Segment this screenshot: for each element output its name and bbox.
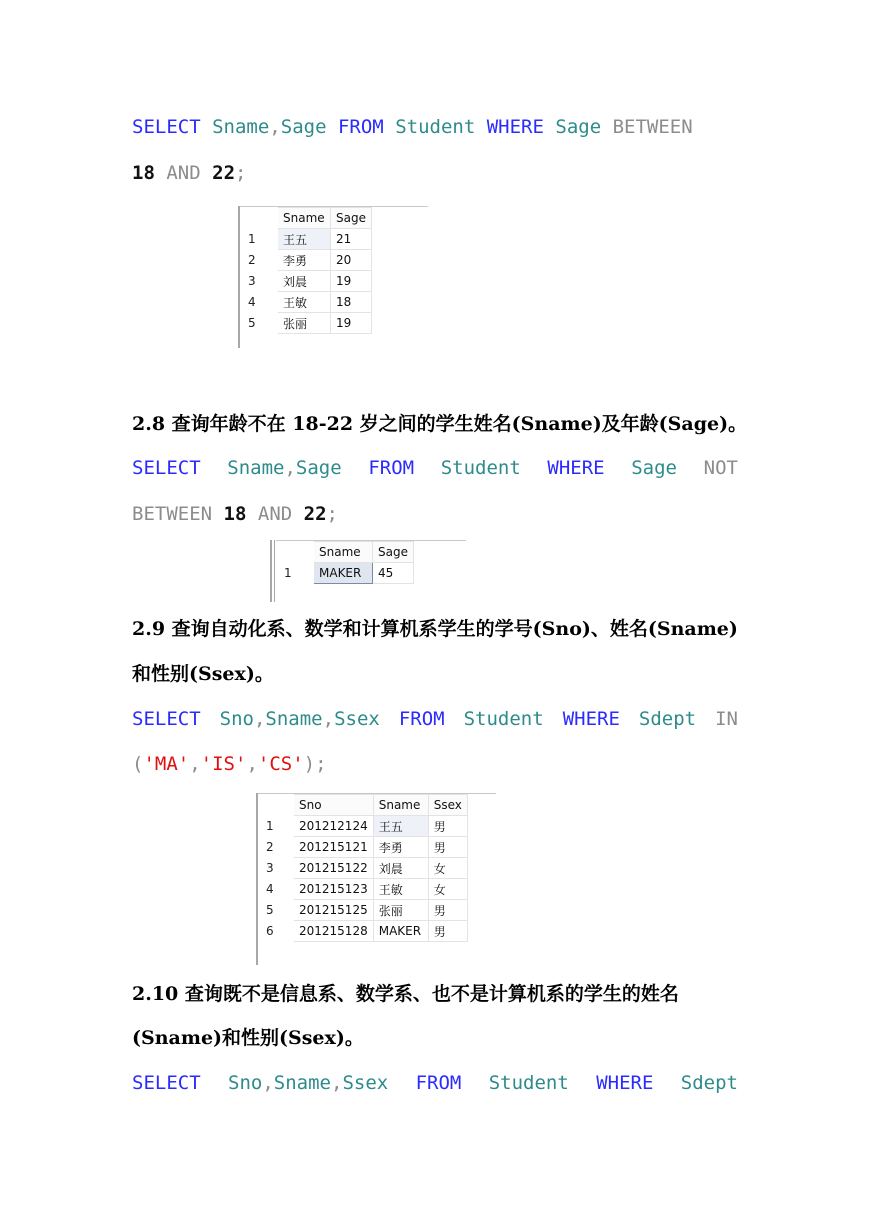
row-number-header (243, 208, 278, 229)
sql-block1-line2 (132, 162, 738, 184)
sql-identifier: Sname (265, 708, 323, 730)
table-row[interactable] (243, 250, 372, 271)
table-cell[interactable]: MAKER (373, 921, 428, 942)
sql-keyword: WHERE (562, 708, 620, 730)
table-cell[interactable]: 45 (373, 563, 414, 584)
grid-left-border (238, 206, 240, 348)
section-heading-2-10-cont: (Sname)和性别(Ssex)。 (132, 1027, 364, 1049)
table-row[interactable] (261, 837, 468, 858)
table-cell[interactable]: 女 (428, 858, 467, 879)
table-row[interactable] (261, 858, 468, 879)
row-number: 4 (266, 882, 274, 896)
sql-block3-line1 (132, 708, 738, 730)
table-cell[interactable]: 19 (331, 313, 372, 334)
sql-keyword: BETWEEN (132, 503, 213, 525)
table-cell[interactable]: 201215121 (294, 837, 374, 858)
sql-block2-line2 (132, 503, 738, 525)
row-number: 1 (266, 819, 274, 833)
table-row[interactable] (261, 921, 468, 942)
sql-number: 22 (303, 503, 327, 525)
table-cell[interactable]: 王敏 (373, 879, 428, 900)
result-grid-2 (270, 540, 466, 602)
table-cell[interactable]: 张丽 (373, 900, 428, 921)
sql-comma: , (189, 753, 201, 775)
sql-keyword: AND (166, 162, 201, 184)
sql-column-list (227, 457, 341, 479)
sql-block4-line1 (132, 1072, 738, 1094)
row-number: 2 (266, 840, 274, 854)
table-row[interactable] (279, 563, 414, 584)
column-header[interactable]: Sname (278, 208, 331, 229)
sql-identifier: Student (440, 457, 521, 479)
sql-keyword: FROM (368, 457, 415, 479)
column-header[interactable]: Ssex (428, 795, 467, 816)
sql-string: 'MA' (143, 753, 190, 775)
sql-number: 18 (132, 162, 155, 184)
sql-identifier: Ssex (342, 1072, 389, 1094)
row-number: 2 (248, 253, 256, 267)
sql-identifier: Sage (631, 457, 677, 479)
sql-keyword: NOT (703, 457, 738, 479)
sql-number: 22 (212, 162, 236, 184)
table-cell[interactable]: 男 (428, 837, 467, 858)
result-table (278, 541, 414, 584)
sql-semicolon: ; (326, 503, 338, 525)
sql-keyword: SELECT (132, 457, 201, 479)
table-cell[interactable]: 男 (428, 900, 467, 921)
table-cell[interactable]: 王敏 (278, 292, 331, 313)
sql-keyword: SELECT (132, 708, 201, 730)
row-number: 1 (248, 232, 256, 246)
sql-keyword: WHERE (596, 1072, 654, 1094)
grid-left-border-inner (274, 540, 275, 602)
sql-block3-line2 (132, 753, 738, 775)
table-cell[interactable]: 王五 (373, 816, 428, 837)
sql-identifier: Sdept (680, 1072, 738, 1094)
sql-paren-semicolon: ); (303, 753, 327, 775)
table-cell[interactable]: 20 (331, 250, 372, 271)
table-cell[interactable]: 刘晨 (278, 271, 331, 292)
sql-string: 'CS' (257, 753, 304, 775)
sql-string: 'IS' (200, 753, 247, 775)
sql-identifier: Sname (273, 1072, 331, 1094)
sql-comma: , (322, 708, 335, 730)
row-number: 4 (248, 295, 256, 309)
sql-comma: , (246, 753, 258, 775)
result-grid-1 (238, 206, 428, 348)
sql-comma: , (269, 116, 281, 138)
column-header[interactable]: Sname (314, 542, 373, 563)
section-heading-2-9-cont: 和性别(Ssex)。 (132, 663, 274, 685)
table-cell[interactable]: 王五 (278, 229, 331, 250)
sql-keyword: WHERE (547, 457, 605, 479)
table-row[interactable] (261, 900, 468, 921)
sql-identifier: Sname (212, 116, 270, 138)
sql-identifier: Sage (295, 457, 342, 479)
sql-paren: ( (132, 753, 144, 775)
sql-keyword: FROM (337, 116, 384, 138)
sql-identifier: Sdept (638, 708, 697, 730)
table-row[interactable] (261, 879, 468, 900)
section-heading-2-9: 2.9 查询自动化系、数学和计算机系学生的学号(Sno)、姓名(Sname) (132, 618, 738, 640)
sql-identifier: Ssex (334, 708, 380, 730)
table-cell[interactable]: 女 (428, 879, 467, 900)
sql-identifier: Student (488, 1072, 569, 1094)
column-header[interactable]: Sno (294, 795, 374, 816)
row-number-header (261, 795, 294, 816)
sql-keyword: FROM (398, 708, 445, 730)
row-number: 6 (266, 924, 274, 938)
column-header[interactable]: Sage (331, 208, 372, 229)
section-heading-2-10: 2.10 查询既不是信息系、数学系、也不是计算机系的学生的姓名 (132, 983, 679, 1005)
table-row[interactable] (243, 229, 372, 250)
table-cell[interactable]: 201215122 (294, 858, 374, 879)
sql-identifier: Student (463, 708, 544, 730)
table-cell[interactable]: 19 (331, 271, 372, 292)
sql-comma: , (331, 1072, 343, 1094)
grid-left-border (270, 540, 272, 602)
table-cell[interactable]: 201215123 (294, 879, 374, 900)
sql-identifier: Sno (228, 1072, 263, 1094)
table-row[interactable] (261, 816, 468, 837)
sql-identifier: Sage (280, 116, 327, 138)
result-table (260, 794, 468, 942)
grid-left-border (256, 793, 258, 965)
column-header[interactable]: Sname (373, 795, 428, 816)
table-cell[interactable]: 男 (428, 816, 467, 837)
sql-identifier: Sname (227, 457, 285, 479)
sql-comma: , (253, 708, 266, 730)
table-cell[interactable]: MAKER (314, 563, 373, 584)
table-cell[interactable]: 张丽 (278, 313, 331, 334)
table-cell[interactable]: 21 (331, 229, 372, 250)
table-cell[interactable]: 201212124 (294, 816, 374, 837)
table-cell[interactable]: 李勇 (373, 837, 428, 858)
sql-keyword: SELECT (132, 116, 201, 138)
section-heading-2-8: 2.8 查询年龄不在 18-22 岁之间的学生姓名(Sname)及年龄(Sage)。 (132, 413, 748, 435)
sql-comma: , (262, 1072, 274, 1094)
row-number: 3 (248, 274, 256, 288)
sql-keyword: FROM (415, 1072, 462, 1094)
sql-identifier: Sno (219, 708, 254, 730)
sql-identifier: Sage (555, 116, 602, 138)
table-cell[interactable]: 男 (428, 921, 467, 942)
result-grid-3 (256, 793, 496, 965)
table-cell[interactable]: 李勇 (278, 250, 331, 271)
row-number-header (279, 542, 314, 563)
sql-identifier: Student (395, 116, 476, 138)
sql-keyword: IN (715, 708, 738, 730)
column-header[interactable]: Sage (373, 542, 414, 563)
sql-column-list (220, 708, 380, 730)
row-number: 3 (266, 861, 274, 875)
table-row[interactable] (243, 313, 372, 334)
table-row[interactable] (243, 271, 372, 292)
table-cell[interactable]: 18 (331, 292, 372, 313)
table-row[interactable] (243, 292, 372, 313)
sql-keyword: SELECT (132, 1072, 201, 1094)
sql-semicolon: ; (235, 162, 247, 184)
row-number: 5 (248, 316, 256, 330)
table-cell[interactable]: 201215125 (294, 900, 374, 921)
table-cell[interactable]: 201215128 (294, 921, 374, 942)
row-number: 5 (266, 903, 274, 917)
sql-number: 18 (223, 503, 247, 525)
sql-column-list (228, 1072, 388, 1094)
sql-keyword: WHERE (486, 116, 544, 138)
result-table (242, 207, 372, 334)
table-cell[interactable]: 刘晨 (373, 858, 428, 879)
sql-keyword: BETWEEN (612, 116, 693, 138)
sql-block2-line1 (132, 457, 738, 479)
sql-comma: , (284, 457, 296, 479)
row-number: 1 (284, 566, 292, 580)
sql-block1-line1 (132, 116, 738, 138)
sql-keyword: AND (257, 503, 293, 525)
